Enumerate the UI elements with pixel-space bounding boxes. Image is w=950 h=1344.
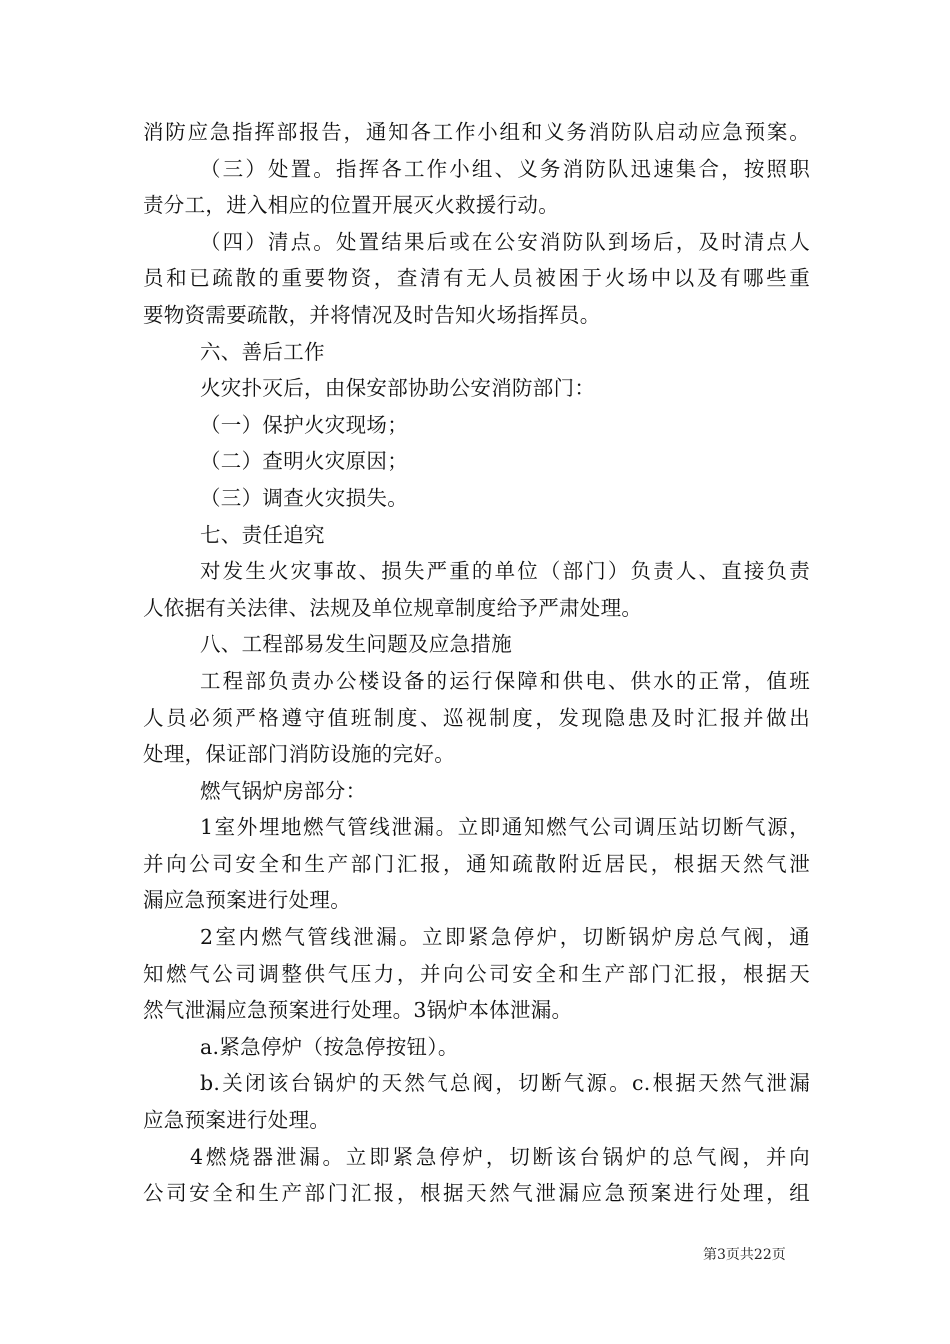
paragraph-line: 火灾扑灭后，由保安部协助公安消防部门： [200,376,596,401]
list-item: （一）保护火灾现场； [200,412,408,437]
paragraph-line: 处理，保证部门消防设施的完好。 [143,742,455,767]
paragraph-line: 2室内燃气管线泄漏。立即紧急停炉，切断锅炉房总气阀，通 [200,925,810,950]
paragraph-line: 对发生火灾事故、损失严重的单位（部门）负责人、直接负责 [200,559,810,584]
paragraph-line: 知燃气公司调整供气压力，并向公司安全和生产部门汇报，根据天 [143,961,810,986]
paragraph-line: 并向公司安全和生产部门汇报，通知疏散附近居民，根据天然气泄 [143,851,810,876]
paragraph-line: （三）处置。指挥各工作小组、义务消防队迅速集合，按照职 [200,156,810,181]
section-heading: 六、善后工作 [200,339,325,364]
list-item: a.紧急停炉（按急停按钮）。 [200,1034,459,1059]
paragraph-line: （四）清点。处置结果后或在公安消防队到场后，及时清点人 [200,229,810,254]
page-number: 第3页共22页 [703,1247,786,1263]
paragraph-line: 公司安全和生产部门汇报，根据天然气泄漏应急预案进行处理，组 [143,1181,810,1206]
paragraph-line: 员和已疏散的重要物资，查清有无人员被困于火场中以及有哪些重 [143,266,810,291]
paragraph-line: 工程部负责办公楼设备的运行保障和供电、供水的正常，值班 [200,668,810,693]
paragraph-line: 人员必须严格遵守值班制度、巡视制度，发现隐患及时汇报并做出 [143,705,810,730]
section-heading: 八、工程部易发生问题及应急措施 [200,632,512,657]
paragraph-line: 1室外埋地燃气管线泄漏。立即通知燃气公司调压站切断气源， [200,815,810,840]
paragraph-line: 人依据有关法律、法规及单位规章制度给予严肃处理。 [143,595,643,620]
paragraph-line: 4燃烧器泄漏。立即紧急停炉，切断该台锅炉的总气阀，并向 [190,1144,810,1169]
paragraph-line: 然气泄漏应急预案进行处理。3锅炉本体泄漏。 [143,998,573,1023]
paragraph-line: 要物资需要疏散，并将情况及时告知火场指挥员。 [143,302,601,327]
paragraph-line: b.关闭该台锅炉的天然气总阀，切断气源。c.根据天然气泄漏 [200,1071,810,1096]
document-body [143,114,810,1212]
paragraph-line: 漏应急预案进行处理。 [143,888,351,913]
paragraph-line: 消防应急指挥部报告，通知各工作小组和义务消防队启动应急预案。 [143,120,810,144]
section-heading: 七、责任追究 [200,522,325,547]
paragraph-line: 责分工，进入相应的位置开展灭火救援行动。 [143,193,559,218]
subsection-heading: 燃气锅炉房部分： [200,778,367,803]
list-item: （二）查明火灾原因； [200,449,408,474]
list-item: （三）调查火灾损失。 [200,485,408,510]
paragraph-line: 应急预案进行处理。 [143,1108,331,1133]
